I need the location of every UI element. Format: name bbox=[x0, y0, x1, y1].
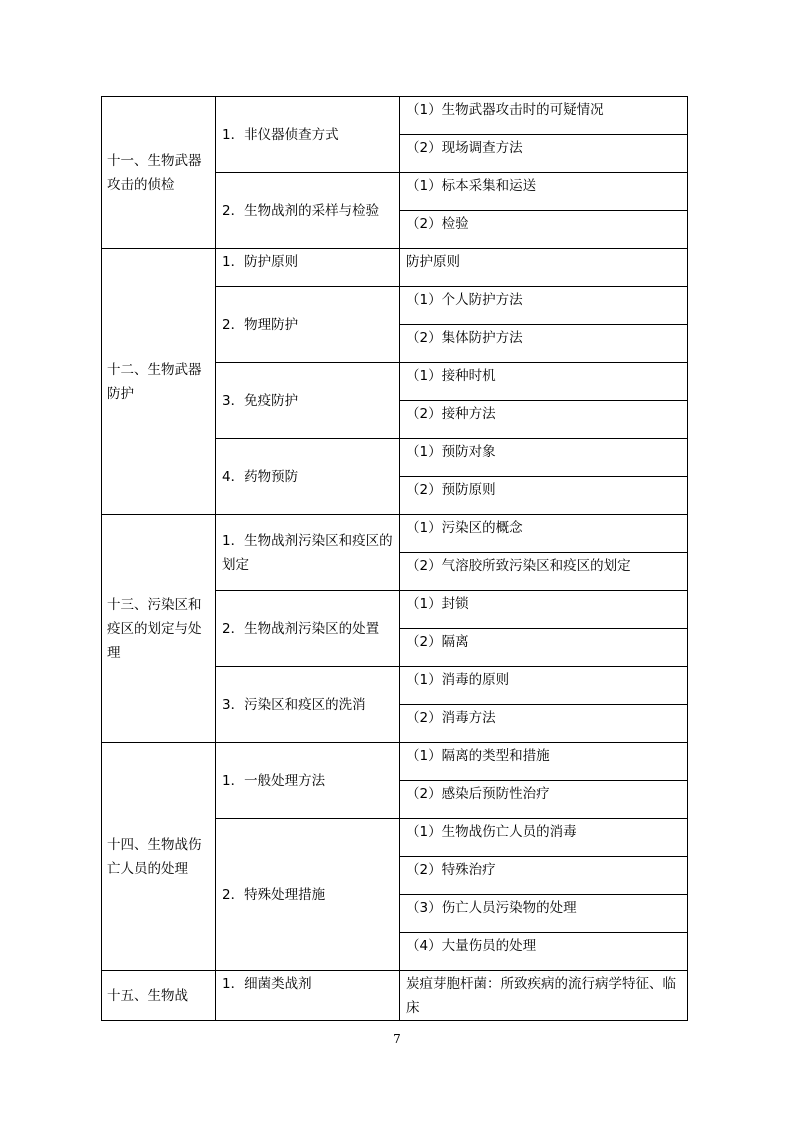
topic-label: 2．生物战剂污染区的处置 bbox=[222, 620, 380, 637]
subtopic-cell bbox=[400, 743, 688, 781]
topic-cell bbox=[216, 591, 400, 667]
subtopic-item: 炭疽芽胞杆菌：所致疾病的流行病学特征、临床 bbox=[406, 976, 676, 1016]
subtopic-cell bbox=[400, 591, 688, 629]
subtopic-cell bbox=[400, 553, 688, 591]
subtopic-item: （1）个人防护方法 bbox=[406, 292, 523, 308]
subtopic-item: （1）消毒的原则 bbox=[406, 672, 510, 688]
subtopic-cell bbox=[400, 819, 688, 857]
topic-label: 1．非仪器侦查方式 bbox=[222, 126, 339, 143]
topic-cell bbox=[216, 363, 400, 439]
section-title-cell bbox=[102, 249, 216, 515]
subtopic-cell bbox=[400, 173, 688, 211]
subtopic-item: （2）特殊治疗 bbox=[406, 862, 496, 878]
subtopic-item: （1）预防对象 bbox=[406, 444, 496, 460]
table-row bbox=[102, 971, 688, 1021]
section-title-cell bbox=[102, 743, 216, 971]
subtopic-item: （1）污染区的概念 bbox=[406, 520, 523, 536]
subtopic-item: （2）检验 bbox=[406, 216, 469, 232]
subtopic-cell bbox=[400, 249, 688, 287]
topic-label: 2．生物战剂的采样与检验 bbox=[222, 202, 380, 219]
subtopic-item: （2）现场调查方法 bbox=[406, 140, 523, 156]
section-title-cell bbox=[102, 971, 216, 1021]
topic-label: 1．生物战剂污染区和疫区的划定 bbox=[222, 532, 393, 573]
subtopic-item: （2）接种方法 bbox=[406, 406, 496, 422]
subtopic-cell bbox=[400, 477, 688, 515]
subtopic-cell bbox=[400, 781, 688, 819]
topic-label: 3．污染区和疫区的洗消 bbox=[222, 696, 366, 713]
subtopic-item: 防护原则 bbox=[406, 254, 460, 270]
subtopic-cell bbox=[400, 401, 688, 439]
subtopic-cell bbox=[400, 667, 688, 705]
section-title: 十五、生物战 bbox=[107, 987, 188, 1004]
table-row bbox=[102, 743, 688, 781]
subtopic-cell bbox=[400, 857, 688, 895]
subtopic-item: （2）集体防护方法 bbox=[406, 330, 523, 346]
section-title: 十一、生物武器攻击的侦检 bbox=[107, 152, 202, 193]
subtopic-cell bbox=[400, 325, 688, 363]
subtopic-cell bbox=[400, 439, 688, 477]
syllabus-table-body bbox=[102, 97, 688, 1021]
subtopic-item: （2）气溶胶所致污染区和疫区的划定 bbox=[406, 558, 631, 574]
topic-label: 3．免疫防护 bbox=[222, 392, 299, 409]
section-title: 十四、生物战伤亡人员的处理 bbox=[107, 836, 202, 877]
topic-cell bbox=[216, 287, 400, 363]
subtopic-item: （2）消毒方法 bbox=[406, 710, 496, 726]
subtopic-item: （1）标本采集和运送 bbox=[406, 178, 537, 194]
topic-cell bbox=[216, 515, 400, 591]
topic-label: 4．药物预防 bbox=[222, 468, 299, 485]
topic-label: 2．特殊处理措施 bbox=[222, 886, 326, 903]
subtopic-item: （4）大量伤员的处理 bbox=[406, 938, 537, 954]
topic-label: 1．细菌类战剂 bbox=[222, 976, 312, 992]
section-title: 十三、污染区和疫区的划定与处理 bbox=[107, 596, 202, 661]
subtopic-cell bbox=[400, 211, 688, 249]
table-row bbox=[102, 249, 688, 287]
table-row bbox=[102, 515, 688, 553]
subtopic-cell bbox=[400, 705, 688, 743]
subtopic-item: （2）感染后预防性治疗 bbox=[406, 786, 550, 802]
subtopic-cell bbox=[400, 287, 688, 325]
subtopic-item: （2）隔离 bbox=[406, 634, 469, 650]
subtopic-cell bbox=[400, 895, 688, 933]
topic-cell bbox=[216, 439, 400, 515]
subtopic-item: （3）伤亡人员污染物的处理 bbox=[406, 900, 577, 916]
subtopic-cell bbox=[400, 933, 688, 971]
topic-label: 2．物理防护 bbox=[222, 316, 299, 333]
subtopic-item: （1）生物战伤亡人员的消毒 bbox=[406, 824, 577, 840]
topic-cell bbox=[216, 97, 400, 173]
subtopic-cell bbox=[400, 629, 688, 667]
topic-cell bbox=[216, 173, 400, 249]
subtopic-item: （2）预防原则 bbox=[406, 482, 496, 498]
subtopic-cell bbox=[400, 515, 688, 553]
subtopic-item: （1）接种时机 bbox=[406, 368, 496, 384]
topic-cell bbox=[216, 819, 400, 971]
subtopic-cell bbox=[400, 971, 688, 1021]
subtopic-item: （1）隔离的类型和措施 bbox=[406, 748, 550, 764]
subtopic-item: （1）封锁 bbox=[406, 596, 469, 612]
subtopic-cell bbox=[400, 363, 688, 401]
section-title: 十二、生物武器防护 bbox=[107, 361, 202, 402]
topic-cell bbox=[216, 667, 400, 743]
topic-cell bbox=[216, 743, 400, 819]
section-title-cell bbox=[102, 515, 216, 743]
topic-cell bbox=[216, 971, 400, 1021]
topic-label: 1．防护原则 bbox=[222, 254, 299, 270]
topic-label: 1．一般处理方法 bbox=[222, 772, 326, 789]
syllabus-table bbox=[101, 96, 688, 1021]
page-number: 7 bbox=[393, 1032, 401, 1046]
subtopic-cell bbox=[400, 97, 688, 135]
subtopic-item: （1）生物武器攻击时的可疑情况 bbox=[406, 102, 604, 118]
subtopic-cell bbox=[400, 135, 688, 173]
topic-cell bbox=[216, 249, 400, 287]
section-title-cell bbox=[102, 97, 216, 249]
table-row bbox=[102, 97, 688, 135]
